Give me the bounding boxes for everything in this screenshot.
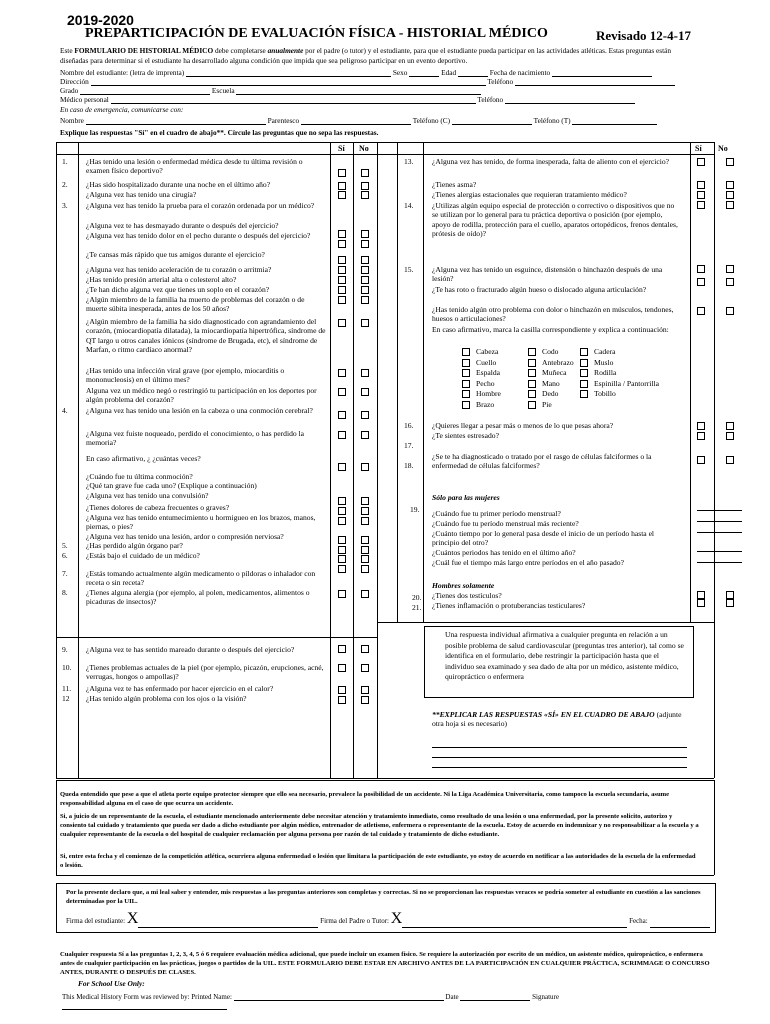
no-checkbox[interactable] bbox=[726, 432, 734, 440]
yes-checkbox[interactable] bbox=[338, 191, 346, 199]
yes-checkbox[interactable] bbox=[338, 463, 346, 471]
address-label: Dirección bbox=[60, 77, 89, 86]
no-header-right: No bbox=[718, 144, 728, 153]
question-text: ¿Has tenido una lesión o enfermedad médica desde tu última revisión o examen físico deportivo? bbox=[86, 157, 303, 176]
grid-right bbox=[714, 142, 715, 778]
q21-text: ¿Tienes inflamación o protuberancias testiculares? bbox=[432, 601, 586, 610]
school-label: Escuela bbox=[211, 86, 235, 95]
no-checkbox[interactable] bbox=[726, 456, 734, 464]
q20-text: ¿Tienes dos testículos? bbox=[432, 591, 502, 600]
body-part-label: Tobillo bbox=[594, 389, 616, 398]
no-checkbox[interactable] bbox=[361, 546, 369, 554]
yes-checkbox[interactable] bbox=[338, 497, 346, 505]
emergency-name-input[interactable] bbox=[86, 116, 266, 125]
yes-checkbox[interactable] bbox=[338, 266, 346, 274]
grid-split bbox=[56, 637, 377, 638]
physician-row bbox=[60, 95, 710, 104]
q13-text: ¿Alguna vez has tenido, de forma inesperada, falta de aliento con el ejercicio? bbox=[432, 157, 669, 166]
men-title: Hombres solamente bbox=[432, 581, 495, 590]
body-part-label: Dedo bbox=[542, 389, 559, 398]
no-checkbox[interactable] bbox=[361, 388, 369, 396]
yes-header: Sí bbox=[338, 144, 345, 153]
physician-input[interactable] bbox=[111, 95, 476, 104]
yes-checkbox[interactable] bbox=[338, 369, 346, 377]
body-part-label: Codo bbox=[542, 347, 559, 356]
question-text: ¿Te han dicho alguna vez que tienes un soplo en el corazón? bbox=[86, 285, 270, 294]
yes-checkbox[interactable] bbox=[697, 191, 705, 199]
no-checkbox[interactable] bbox=[361, 497, 369, 505]
no-checkbox[interactable] bbox=[361, 369, 369, 377]
legal-bottom bbox=[56, 875, 714, 876]
yes-checkbox[interactable] bbox=[697, 456, 705, 464]
body-part-label: Hombre bbox=[476, 389, 501, 398]
body-part-checkbox[interactable] bbox=[528, 359, 536, 367]
q14-number: 14. bbox=[404, 201, 414, 210]
no-checkbox[interactable] bbox=[361, 286, 369, 294]
school-year: 2019-2020 bbox=[67, 12, 134, 28]
no-checkbox[interactable] bbox=[361, 590, 369, 598]
question-text: ¿Has sido hospitalizado durante una noche en el último año? bbox=[86, 180, 271, 189]
body-part-checkbox[interactable] bbox=[528, 380, 536, 388]
question-text: ¿Alguna vez fuiste noqueado, perdido el conocimiento, o has perdido la memoria? bbox=[86, 429, 305, 448]
question-text: ¿Alguna vez has tenido aceleración de tu corazón o arritmia? bbox=[86, 265, 272, 274]
age-label: Edad bbox=[441, 68, 457, 77]
question-text: ¿Alguna vez has tenido entumecimiento u hormigueo en los brazos, manos, piernas, o pies? bbox=[86, 513, 316, 532]
q16-text: ¿Quieres llegar a pesar más o menos de lo que pesas ahora? bbox=[432, 421, 614, 430]
question-text: ¿Alguna vez te has desmayado durante o después del ejercicio? bbox=[86, 221, 279, 230]
phone-h-label: Teléfono (C) bbox=[412, 116, 451, 125]
question-text: ¿Has tenido presión arterial alta o colesterol alto? bbox=[86, 275, 237, 284]
question-text: ¿Qué tan grave fue cada uno? (Explique a continuación) bbox=[86, 481, 257, 490]
body-part-checkbox[interactable] bbox=[580, 390, 588, 398]
no-checkbox[interactable] bbox=[361, 256, 369, 264]
review-signature-label: Signature bbox=[532, 993, 559, 1001]
no-checkbox[interactable] bbox=[726, 591, 734, 599]
no-checkbox[interactable] bbox=[726, 158, 734, 166]
no-checkbox[interactable] bbox=[361, 645, 369, 653]
q21-number: 21. bbox=[412, 603, 422, 612]
grid-right-end bbox=[377, 622, 714, 623]
q15c-text: ¿Has tenido algún otro problema con dolor o hinchazón en músculos, tendones, huesos o articulaciones? bbox=[432, 305, 674, 324]
q17-number: 17. bbox=[404, 441, 414, 450]
emergency-label: En caso de emergencia, comunicarse con: bbox=[60, 105, 184, 114]
relation-label: Parentesco bbox=[267, 116, 300, 125]
question-text: ¿Cuándo fue tu última conmoción? bbox=[86, 472, 193, 481]
form-title: PREPARTICIPACIÓN DE EVALUACIÓN FÍSICA - HISTORIAL MÉDICO bbox=[85, 26, 548, 41]
question-number: 11. bbox=[62, 684, 72, 693]
women-answer-3[interactable] bbox=[697, 522, 742, 533]
question-text: ¿Estás tomando actualmente algún medicamento o píldoras o inhalador con receta o sin receta? bbox=[86, 569, 316, 588]
yes-checkbox[interactable] bbox=[338, 565, 346, 573]
explain-line-2[interactable] bbox=[432, 748, 687, 758]
phone-label: Teléfono bbox=[487, 77, 514, 86]
grid-left bbox=[56, 142, 57, 778]
question-number: 1. bbox=[62, 157, 68, 166]
question-number: 9. bbox=[62, 645, 68, 654]
no-checkbox[interactable] bbox=[726, 422, 734, 430]
body-part-checkbox[interactable] bbox=[528, 369, 536, 377]
no-checkbox[interactable] bbox=[361, 411, 369, 419]
emergency-row bbox=[60, 116, 720, 125]
question-text: Alguna vez un médico negó o restringió tu participación en los deportes por algún problema del corazón? bbox=[86, 386, 317, 405]
physician-label: Médico personal bbox=[60, 95, 109, 104]
q15-number: 15. bbox=[404, 265, 414, 274]
review-signature-input[interactable] bbox=[62, 1001, 227, 1010]
question-text: ¿Tienes alguna alergia (por ejemplo, al polen, medicamentos, alimentos o picaduras de insectos)? bbox=[86, 588, 310, 607]
address-input[interactable] bbox=[91, 77, 486, 86]
student-name-input[interactable] bbox=[186, 68, 391, 77]
body-part-checkbox[interactable] bbox=[528, 390, 536, 398]
no-checkbox[interactable] bbox=[361, 276, 369, 284]
question-text: ¿Tienes dolores de cabeza frecuentes o graves? bbox=[86, 503, 230, 512]
women-answer-5[interactable] bbox=[697, 552, 742, 563]
yes-checkbox[interactable] bbox=[697, 158, 705, 166]
yes-checkbox[interactable] bbox=[697, 181, 705, 189]
no-checkbox[interactable] bbox=[361, 266, 369, 274]
q15b-text: ¿Te has roto o fracturado algún hueso o dislocado alguna articulación? bbox=[432, 285, 647, 294]
intro-paragraph: Este FORMULARIO DE HISTORIAL MÉDICO debe completarse anualmente por el padre (o tutor) y el estudiante, para que el estudiante pueda participar en las actividades atléticas. Estas preguntas están diseñadas para determinar si el estudiante ha desarrollado alguna condición que impida que sea peligroso participar en un evento deportivo. bbox=[60, 46, 672, 65]
body-part-label: Cabeza bbox=[476, 347, 499, 356]
question-text: ¿Has tenido algún problema con los ojos o la visión? bbox=[86, 694, 247, 703]
cardio-note: Una respuesta individual afirmativa a cualquier pregunta en relación a un posible problema de salud cardiovascular (preguntas tres anterior), tal como se identifica en el formulario, debe restringir la participación hasta que el individuo sea examinado y sea dado de alta por un médico, asistente médico, quiropráctico o enfermera bbox=[445, 630, 684, 681]
parent-signature-label: Firma del Padre o Tutor: bbox=[320, 917, 390, 925]
school-input[interactable] bbox=[236, 86, 481, 95]
question-number: 7. bbox=[62, 569, 68, 578]
no-checkbox[interactable] bbox=[361, 240, 369, 248]
yes-checkbox[interactable] bbox=[338, 240, 346, 248]
body-part-checkbox[interactable] bbox=[462, 369, 470, 377]
yes-checkbox[interactable] bbox=[338, 507, 346, 515]
no-checkbox[interactable] bbox=[726, 278, 734, 286]
body-part-label: Espalda bbox=[476, 368, 501, 377]
q19-text: ¿Cuándo fue tu primer período menstrual? bbox=[432, 509, 561, 518]
no-checkbox[interactable] bbox=[361, 296, 369, 304]
no-checkbox[interactable] bbox=[361, 507, 369, 515]
question-number: 8. bbox=[62, 588, 68, 597]
yes-checkbox[interactable] bbox=[697, 201, 705, 209]
no-checkbox[interactable] bbox=[726, 181, 734, 189]
no-checkbox[interactable] bbox=[361, 191, 369, 199]
question-text: ¿Has perdido algún órgano par? bbox=[86, 541, 183, 550]
no-checkbox[interactable] bbox=[361, 319, 369, 327]
yes-checkbox[interactable] bbox=[697, 591, 705, 599]
q19b-text: ¿Cuándo fue tu período menstrual más reciente? bbox=[432, 519, 579, 528]
student-signature-label: Firma del estudiante: bbox=[66, 917, 126, 925]
no-checkbox[interactable] bbox=[726, 191, 734, 199]
age-input[interactable] bbox=[458, 68, 488, 77]
body-part-label: Pie bbox=[542, 399, 552, 409]
legal-right bbox=[714, 780, 715, 875]
body-part-checkbox[interactable] bbox=[528, 401, 536, 409]
question-text: ¿Algún miembro de la familia ha sido diagnosticado con agrandamiento del corazón, (miocardiopatía dilatada), la miocardiopatía hipertrófica, síndrome de QT largo u otros canales iónicos (síndrome de Brugada, etc), el síndrome de Marfan, o ritmo cardíaco anormal? bbox=[86, 317, 326, 355]
grade-label: Grado bbox=[60, 86, 79, 95]
question-text: ¿Te cansas más rápido que tus amigos durante el ejercicio? bbox=[86, 250, 265, 259]
question-text: ¿Alguna vez has tenido una cirugía? bbox=[86, 190, 197, 199]
q13b-text: ¿Tienes asma? bbox=[432, 180, 477, 189]
women-answer-lines bbox=[697, 500, 742, 563]
yes-checkbox[interactable] bbox=[697, 422, 705, 430]
q18-number: 18. bbox=[404, 461, 414, 470]
date-label: Fecha: bbox=[629, 917, 648, 925]
no-checkbox[interactable] bbox=[361, 696, 369, 704]
student-info-row bbox=[60, 68, 710, 77]
body-part-label: Rodilla bbox=[594, 368, 617, 377]
no-checkbox[interactable] bbox=[361, 230, 369, 238]
question-text: ¿Alguna vez te has sentido mareado durante o después del ejercicio? bbox=[86, 645, 295, 654]
grid-right-num bbox=[397, 142, 398, 622]
question-text: ¿Algún miembro de la familia ha muerto de problemas del corazón o de muerte súbita inesperada, antes de los 50 años? bbox=[86, 295, 305, 314]
date-input[interactable] bbox=[650, 919, 710, 928]
question-number: 4. bbox=[62, 406, 68, 415]
body-part-checkbox[interactable] bbox=[580, 380, 588, 388]
sex-input[interactable] bbox=[409, 68, 439, 77]
grid-header-line bbox=[56, 154, 714, 155]
no-checkbox[interactable] bbox=[361, 536, 369, 544]
yes-checkbox[interactable] bbox=[338, 296, 346, 304]
body-part-checkbox[interactable] bbox=[462, 390, 470, 398]
body-part-checkbox[interactable] bbox=[462, 401, 470, 409]
body-part-label: Muslo bbox=[594, 357, 614, 367]
q16b-text: ¿Te sientes estresado? bbox=[432, 431, 499, 440]
grid-right-yes bbox=[690, 142, 691, 622]
no-checkbox[interactable] bbox=[726, 201, 734, 209]
question-text: ¿Has tenido una infección viral grave (por ejemplo, miocarditis o mononucleosis) en el último mes? bbox=[86, 366, 285, 385]
question-text: ¿Estás bajo el cuidado de un médico? bbox=[86, 551, 200, 560]
yes-checkbox[interactable] bbox=[338, 319, 346, 327]
body-part-label: Antebrazo bbox=[542, 357, 574, 367]
grid-yes-col bbox=[330, 142, 331, 778]
q15-text: ¿Alguna vez has tenido un esguince, distensión o hinchazón después de una lesión? bbox=[432, 265, 663, 284]
q13-number: 13. bbox=[404, 157, 414, 166]
no-checkbox[interactable] bbox=[361, 517, 369, 525]
yes-checkbox[interactable] bbox=[338, 230, 346, 238]
legal-p3: Si, entre esta fecha y el comienzo de la competición atlética, ocurriera alguna enfermedad o lesión que limitara la participación de este estudiante, yo estoy de acuerdo en notificar a las autoridades de la escuela de la enfermedad o lesión. bbox=[60, 853, 696, 869]
dob-input[interactable] bbox=[552, 68, 652, 77]
yes-checkbox[interactable] bbox=[338, 664, 346, 672]
question-text: ¿Alguna vez has tenido una convulsión? bbox=[86, 491, 209, 500]
yes-checkbox[interactable] bbox=[338, 276, 346, 284]
yes-checkbox[interactable] bbox=[338, 169, 346, 177]
body-part-checkbox[interactable] bbox=[462, 380, 470, 388]
explain-lines bbox=[432, 738, 687, 768]
no-header: No bbox=[359, 144, 369, 153]
yes-checkbox[interactable] bbox=[338, 555, 346, 563]
question-text: ¿Alguna vez has tenido la prueba para el corazón ordenada por un médico? bbox=[86, 201, 315, 210]
grid-mid bbox=[377, 142, 378, 778]
q20-number: 20. bbox=[412, 593, 422, 602]
yes-checkbox[interactable] bbox=[697, 265, 705, 273]
women-answer-1[interactable] bbox=[697, 500, 742, 511]
grid-num-col bbox=[78, 142, 79, 778]
grid-no-col bbox=[353, 142, 354, 778]
signature-row bbox=[66, 910, 716, 928]
yes-checkbox[interactable] bbox=[697, 278, 705, 286]
question-text: ¿Alguna vez has tenido dolor en el pecho durante o después del ejercicio? bbox=[86, 231, 311, 240]
no-checkbox[interactable] bbox=[361, 463, 369, 471]
q14-text: ¿Utilizas algún equipo especial de protección o correctivo o dispositivos que no se utilizan por lo general para tu práctica deportiva o posición (por ejemplo, apoyo de rodilla, protección para el cuello, aparatos ortopédicos, frenos dentales, prótesis de oído)? bbox=[432, 201, 678, 239]
question-number: 2. bbox=[62, 180, 68, 189]
grade-row bbox=[60, 86, 710, 95]
q18-text: ¿Se te ha diagnosticado o tratado por el rasgo de células falciformes o la enfermedad de células falciformes? bbox=[432, 452, 652, 471]
yes-checkbox[interactable] bbox=[338, 590, 346, 598]
body-part-label: Muñeca bbox=[542, 368, 567, 377]
question-text: ¿Alguna vez te has enfermado por hacer ejercicio en el calor? bbox=[86, 684, 274, 693]
explain-line-1[interactable] bbox=[432, 738, 687, 748]
bottom-box-line bbox=[56, 780, 714, 781]
body-part-label: Cadera bbox=[594, 347, 616, 356]
no-checkbox[interactable] bbox=[361, 664, 369, 672]
review-date-input[interactable] bbox=[460, 992, 530, 1001]
student-signature-input[interactable] bbox=[138, 919, 318, 928]
explain-instructions: Explique las respuestas "Sí" en el cuadro de abajo**. Círcule las preguntas que no sepa las respuestas. bbox=[60, 128, 379, 137]
yes-checkbox[interactable] bbox=[338, 645, 346, 653]
phone2-label: Teléfono bbox=[477, 95, 504, 104]
school-use-label: For School Use Only: bbox=[78, 979, 145, 988]
declaration: Por la presente declaro que, a mi leal saber y entender, mis respuestas a las preguntas anteriores son completas y correctas. Si no se proporcionan las respuestas veraces se podría someter al estudiante en cuestión a las sanciones determinadas por la UIL. bbox=[66, 889, 701, 905]
no-checkbox[interactable] bbox=[361, 565, 369, 573]
student-name-label: Nombre del estudiante: (letra de imprenta) bbox=[60, 68, 185, 77]
q15d-text: En caso afirmativo, marca la casilla correspondiente y explica a continuación: bbox=[432, 325, 669, 334]
body-part-checkbox[interactable] bbox=[462, 348, 470, 356]
phone-h-input[interactable] bbox=[452, 116, 532, 125]
q19c-text: ¿Cuánto tiempo por lo general pasa desde el inicio de un período hasta el principio del otro? bbox=[432, 529, 655, 548]
phone-input[interactable] bbox=[515, 77, 675, 86]
body-part-checkbox[interactable] bbox=[528, 348, 536, 356]
yes-checkbox[interactable] bbox=[697, 307, 705, 315]
no-checkbox[interactable] bbox=[726, 599, 734, 607]
q19-number: 19. bbox=[410, 505, 420, 514]
review-row bbox=[62, 992, 722, 1010]
name-label: Nombre bbox=[60, 116, 84, 125]
women-title: Sólo para las mujeres bbox=[432, 493, 500, 502]
yes-header-right: Sí bbox=[695, 144, 702, 153]
no-checkbox[interactable] bbox=[361, 182, 369, 190]
phone-w-input[interactable] bbox=[572, 116, 657, 125]
yes-checkbox[interactable] bbox=[697, 432, 705, 440]
q19d-text: ¿Cuántos periodos has tenido en el último año? bbox=[432, 548, 576, 557]
yes-checkbox[interactable] bbox=[338, 411, 346, 419]
women-answer-4[interactable] bbox=[697, 541, 742, 552]
question-text: ¿Alguna vez has tenido una lesión, ardor o compresión nerviosa? bbox=[86, 532, 284, 541]
no-checkbox[interactable] bbox=[361, 169, 369, 177]
grid-top bbox=[56, 142, 714, 143]
explain-title: **EXPLICAR LAS RESPUESTAS «SÍ» EN EL CUADRO DE ABAJO (adjunte otra hoja si es necesario) bbox=[432, 710, 682, 729]
body-part-label: Pecho bbox=[476, 378, 495, 388]
question-number: 10. bbox=[62, 663, 72, 672]
legal-p1: Queda entendido que pese a que el atleta porte equipo protector siempre que ello sea necesario, prevalece la posibilidad de un accidente. Ni la Liga Académica Universitaria, como tampoco la escuela secundaria, asume responsabilidad alguna en el caso de que ocurra un accidente. bbox=[60, 791, 670, 807]
question-number: 6. bbox=[62, 551, 68, 560]
explain-line-3[interactable] bbox=[432, 758, 687, 768]
no-checkbox[interactable] bbox=[726, 265, 734, 273]
yes-checkbox[interactable] bbox=[338, 686, 346, 694]
footer-text: Cualquier respuesta Sí a las preguntas 1, 2, 3, 4, 5 ó 6 requiere evaluación médica adicional, que puede incluir un examen físico. Se requiere la autorización por escrito de un médico, un asistente médico, quiropráctico, o enfermera antes de cualquier participación en las prácticas, juegos o partidos de la UIL. ESTE FORMULARIO DEBE ESTAR EN ARCHIVO ANTES DE LA PARTICIPACIÓN EN CUALQUIER PRÁCTICA, SCRIMMAGE O CONCURSO ANTES, DURANTE O DESPUÉS DE CLASES. bbox=[60, 951, 710, 976]
revision-date: Revisado 12-4-17 bbox=[596, 28, 691, 43]
yes-checkbox[interactable] bbox=[338, 517, 346, 525]
no-checkbox[interactable] bbox=[726, 307, 734, 315]
body-part-checkbox[interactable] bbox=[462, 359, 470, 367]
body-part-label: Espinilla / Pantorrilla bbox=[594, 378, 659, 388]
no-checkbox[interactable] bbox=[361, 555, 369, 563]
yes-checkbox[interactable] bbox=[338, 546, 346, 554]
dob-label: Fecha de nacimiento bbox=[489, 68, 551, 77]
legal-left bbox=[56, 780, 57, 875]
q19e-text: ¿Cuál fue el tiempo más largo entre períodos en el año pasado? bbox=[432, 558, 624, 567]
yes-checkbox[interactable] bbox=[697, 599, 705, 607]
grid-bottom bbox=[56, 778, 714, 779]
body-part-checkbox[interactable] bbox=[580, 359, 588, 367]
yes-checkbox[interactable] bbox=[338, 256, 346, 264]
question-number: 3. bbox=[62, 201, 68, 210]
sex-label: Sexo bbox=[392, 68, 408, 77]
body-part-label: Cuello bbox=[476, 357, 497, 367]
women-answer-2[interactable] bbox=[697, 511, 742, 522]
no-checkbox[interactable] bbox=[361, 431, 369, 439]
question-text: En caso afirmativo, ¿ ¿cuántas veces? bbox=[86, 454, 201, 463]
question-text: ¿Tienes problemas actuales de la piel (por ejemplo, picazón, erupciones, acné, verrugas, hongos o ampollas)? bbox=[86, 663, 324, 682]
grade-input[interactable] bbox=[80, 86, 210, 95]
yes-checkbox[interactable] bbox=[338, 286, 346, 294]
phone-w-label: Teléfono (T) bbox=[533, 116, 571, 125]
address-row bbox=[60, 77, 710, 86]
parent-x-mark: X bbox=[390, 910, 403, 927]
yes-checkbox[interactable] bbox=[338, 696, 346, 704]
body-part-label: Brazo bbox=[476, 399, 495, 409]
grid-right-text bbox=[423, 142, 424, 622]
question-number: 12 bbox=[62, 694, 70, 703]
review-date-label: Date bbox=[445, 993, 459, 1001]
q13c-text: ¿Tienes alergias estacionales que requieran tratamiento médico? bbox=[432, 190, 627, 199]
student-x-mark: X bbox=[126, 910, 139, 927]
legal-p2: Si, a juicio de un representante de la escuela, el estudiante mencionado anteriormente debe necesitar atención y tratamiento inmediato, como resultado de una lesión o una enfermedad, por la presente solicito, autorizo y consiento tal cuidado y tratamiento que pueda ser dado a dicho estudiante por algún médico, entrenador de atletismo, enfermera o representante de la escuela. Estoy de acuerdo en indemnizar y no responsabilizar a la escuela y a cualquier representante de la escuela o del hospital de cualquier reclamación por alguna persona por razón de tal cuidado y tratamiento de dicho estudiante. bbox=[60, 813, 699, 838]
body-part-label: Mano bbox=[542, 378, 560, 388]
parent-signature-input[interactable] bbox=[402, 919, 627, 928]
reviewer-name-input[interactable] bbox=[234, 992, 444, 1001]
q16-number: 16. bbox=[404, 421, 414, 430]
yes-checkbox[interactable] bbox=[338, 388, 346, 396]
phone2-input[interactable] bbox=[505, 95, 635, 104]
reviewed-label: This Medical History Form was reviewed by: Printed Name: bbox=[62, 993, 232, 1001]
no-checkbox[interactable] bbox=[361, 686, 369, 694]
yes-checkbox[interactable] bbox=[338, 536, 346, 544]
relation-input[interactable] bbox=[301, 116, 411, 125]
yes-checkbox[interactable] bbox=[338, 431, 346, 439]
body-part-checkbox[interactable] bbox=[580, 348, 588, 356]
question-text: ¿Alguna vez has tenido una lesión en la cabeza o una conmoción cerebral? bbox=[86, 406, 313, 415]
question-number: 5. bbox=[62, 541, 68, 550]
yes-checkbox[interactable] bbox=[338, 182, 346, 190]
body-part-checkbox[interactable] bbox=[580, 369, 588, 377]
